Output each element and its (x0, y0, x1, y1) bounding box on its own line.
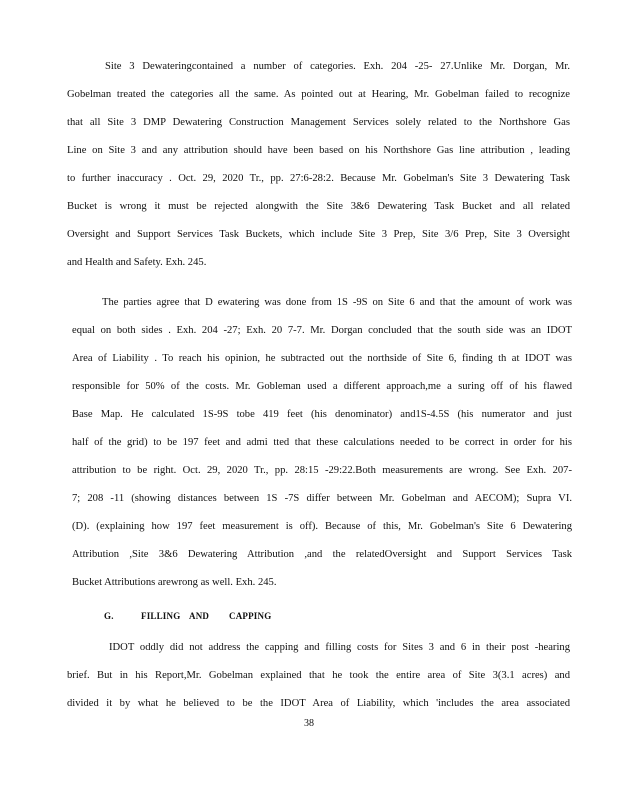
text-line: brief. But in his Report,Mr. Gobelman explained that he took the entire area of Site 3(3.1 acres) and (67, 670, 570, 681)
text-line: Gobelman treated the categories all the same. As pointed out at Hearing, Mr. Gobelman failed to recognize (67, 89, 570, 100)
text-line: Bucket Attributions arewrong as well. Exh. 245. (72, 577, 277, 588)
text-line: to further inaccuracy . Oct. 29, 2020 Tr., pp. 27:6-28:2. Because Mr. Gobelman's Site 3 Dewatering Task (67, 173, 570, 184)
text-line: responsible for 50% of the costs. Mr. Gobleman used a different approach,me a suring off of his flawed (72, 381, 572, 392)
paragraph-site3-dewatering (67, 53, 570, 277)
text-line: Line on Site 3 and any attribution should have been based on his Northshore Gas line attribution , leading (67, 145, 570, 156)
text-line: and Health and Safety. Exh. 245. (67, 257, 207, 268)
text-line: Area of Liability . To reach his opinion, he subtracted out the northside of Site 6, finding th at IDOT was (72, 353, 572, 364)
heading-word-capping: CAPPING (229, 611, 272, 621)
text-line: Attribution ,Site 3&6 Dewatering Attribution ,and the relatedOversight and Support Services Task (72, 549, 572, 560)
text-line: IDOT oddly did not address the capping and filling costs for Sites 3 and 6 in their post -hearing (109, 642, 570, 653)
text-line: equal on both sides . Exh. 204 -27; Exh. 20 7-7. Mr. Dorgan concluded that the south side was an IDOT (72, 325, 572, 336)
text-line: (D). (explaining how 197 feet measurement is off). Because of this, Mr. Gobelman's Site 6 Dewatering (72, 521, 572, 532)
heading-word-and: AND (189, 611, 210, 621)
text-line: 7; 208 -11 (showing distances between 1S -7S differ between Mr. Gobelman and AECOM); Supra VI. (72, 493, 572, 504)
text-line: Site 3 Dewateringcontained a number of categories. Exh. 204 -25- 27.Unlike Mr. Dorgan, Mr. (105, 61, 570, 72)
text-line: divided it by what he believed to be the IDOT Area of Liability, which 'includes the area associated (67, 698, 570, 709)
text-line: half of the grid) to be 197 feet and admi tted that these calculations needed to be correct in order for his (72, 437, 572, 448)
paragraph-dewatering-site6 (72, 289, 572, 597)
text-line: Base Map. He calculated 1S-9S tobe 419 feet (his denominator) and1S-4.5S (his numerator and just (72, 409, 572, 420)
text-line: Bucket is wrong it must be rejected alongwith the Site 3&6 Dewatering Task Bucket and all related (67, 201, 570, 212)
section-heading-filling-capping (104, 602, 271, 630)
paragraph-filling-capping (67, 634, 570, 718)
text-line: The parties agree that D ewatering was done from 1S -9S on Site 6 and that the amount of work was (102, 297, 572, 308)
text-line: that all Site 3 DMP Dewatering Construction Management Services solely related to the Northshore Gas (67, 117, 570, 128)
heading-letter: G. (104, 611, 114, 621)
text-line: attribution to be right. Oct. 29, 2020 Tr., pp. 28:15 -29:22.Both measurements are wrong. See Exh. 207- (72, 465, 572, 476)
heading-word-filling: FILLING (141, 611, 181, 621)
text-line: Oversight and Support Services Task Buckets, which include Site 3 Prep, Site 3/6 Prep, Site 3 Oversight (67, 229, 570, 240)
page-number: 38 (304, 718, 314, 729)
